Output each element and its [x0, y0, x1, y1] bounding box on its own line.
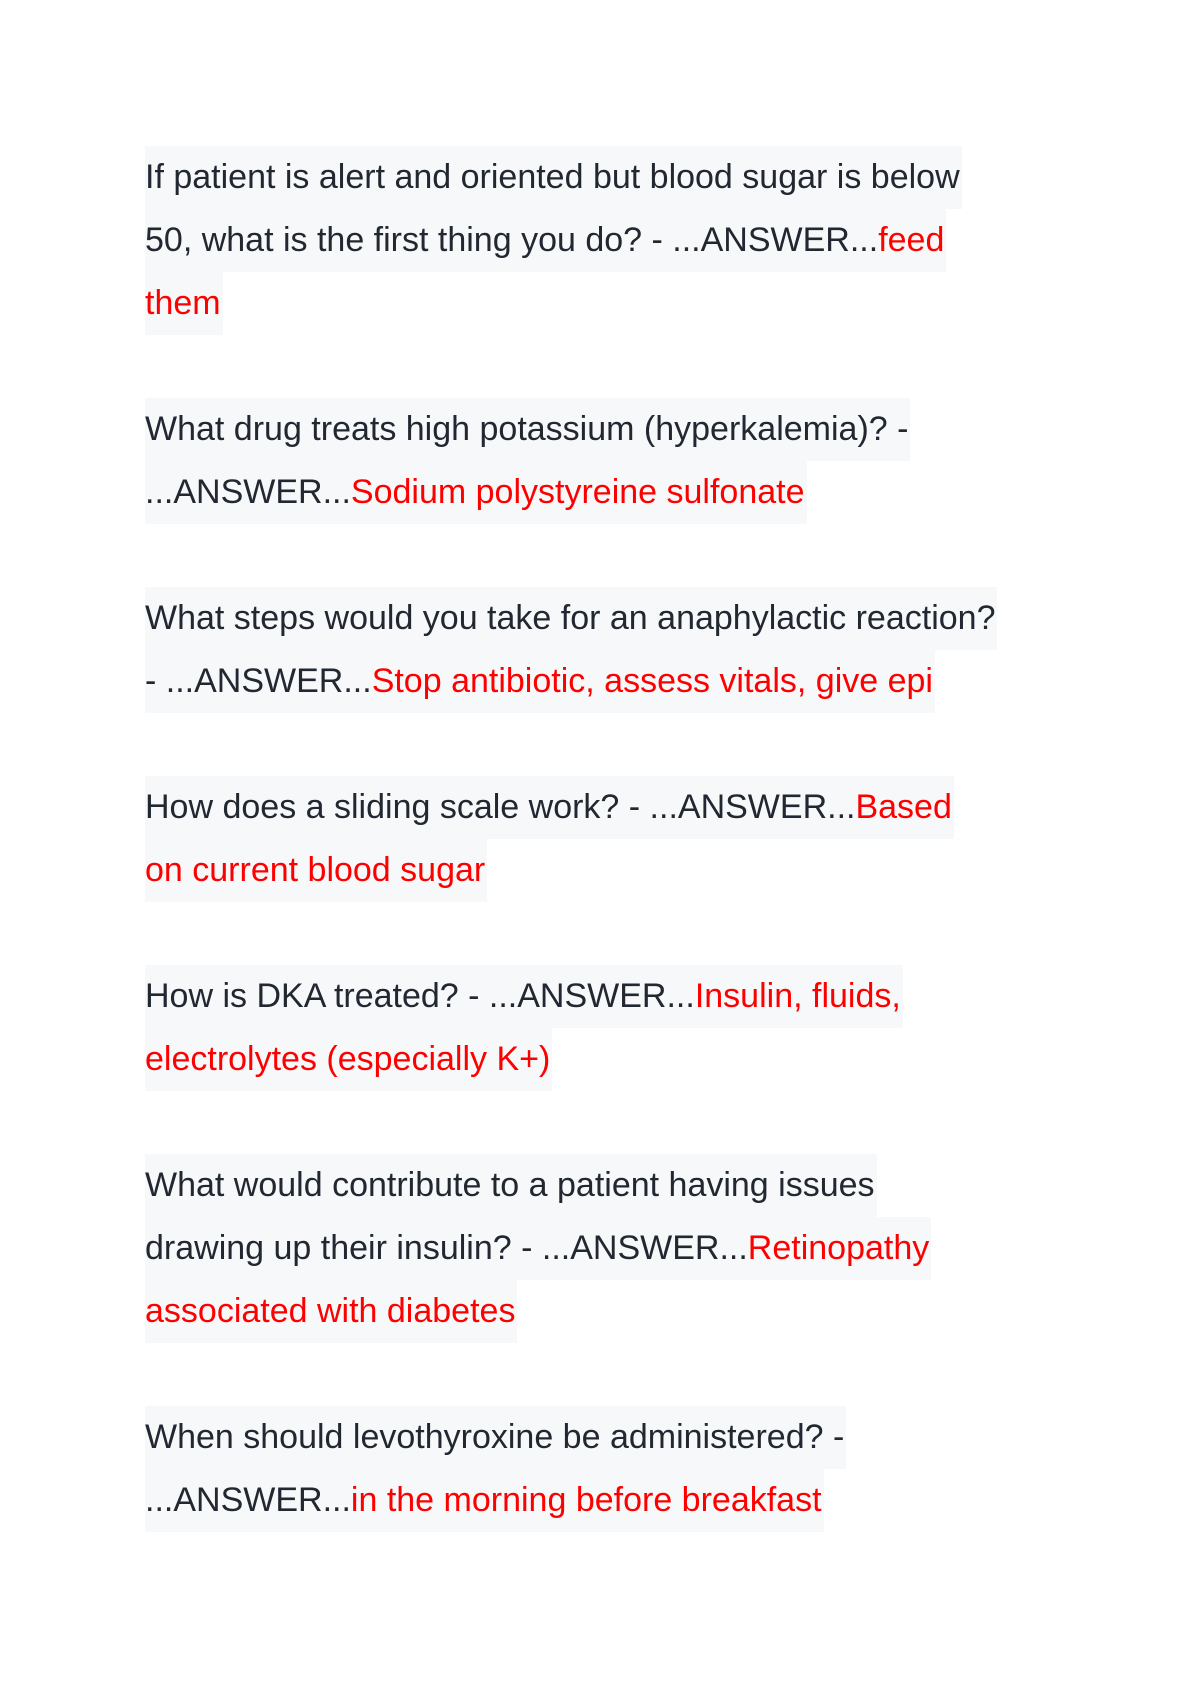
qa-item-1	[145, 146, 962, 335]
question-text: How is DKA treated? - ...ANSWER...	[145, 977, 695, 1015]
qa-line	[145, 839, 487, 902]
answer-text: Insulin, fluids,	[694, 977, 901, 1015]
answer-text: in the morning before breakfast	[350, 1481, 822, 1519]
question-text: ...ANSWER...	[145, 1481, 351, 1519]
question-text: What would contribute to a patient having issues	[145, 1166, 875, 1204]
qa-line	[145, 776, 954, 839]
answer-text: feed	[878, 221, 945, 259]
question-text: When should levothyroxine be administered? -	[145, 1418, 845, 1456]
qa-line	[145, 1154, 877, 1217]
qa-line	[145, 1280, 517, 1343]
qa-line	[145, 587, 997, 650]
question-text: What drug treats high potassium (hyperkalemia)? -	[145, 410, 909, 448]
qa-item-6	[145, 1154, 931, 1343]
question-text: If patient is alert and oriented but blood sugar is below	[145, 158, 960, 196]
qa-line	[145, 272, 223, 335]
qa-line	[145, 1406, 846, 1469]
answer-text: them	[145, 284, 221, 322]
question-text: 50, what is the first thing you do? - ...ANSWER...	[145, 221, 879, 259]
answer-text: associated with diabetes	[145, 1292, 516, 1330]
qa-item-4	[145, 776, 954, 902]
answer-text: Retinopathy	[747, 1229, 930, 1267]
qa-line	[145, 650, 935, 713]
question-text: How does a sliding scale work? - ...ANSWER...	[145, 788, 856, 826]
answer-text: electrolytes (especially K+)	[145, 1040, 551, 1078]
qa-item-7	[145, 1406, 846, 1532]
qa-line	[145, 398, 910, 461]
question-text: ...ANSWER...	[145, 473, 351, 511]
qa-item-2	[145, 398, 910, 524]
qa-item-3	[145, 587, 997, 713]
qa-line	[145, 1028, 552, 1091]
answer-text: Sodium polystyreine sulfonate	[350, 473, 805, 511]
qa-line	[145, 209, 946, 272]
question-text: drawing up their insulin? - ...ANSWER...	[145, 1229, 748, 1267]
qa-item-5	[145, 965, 903, 1091]
qa-line	[145, 965, 903, 1028]
qa-line	[145, 1469, 824, 1532]
qa-line	[145, 146, 962, 209]
question-text: What steps would you take for an anaphylactic reaction?	[145, 599, 996, 637]
qa-line	[145, 461, 807, 524]
answer-text: Based	[855, 788, 952, 826]
question-text: - ...ANSWER...	[145, 662, 372, 700]
answer-text: on current blood sugar	[145, 851, 486, 889]
answer-text: Stop antibiotic, assess vitals, give epi	[371, 662, 933, 700]
qa-line	[145, 1217, 931, 1280]
